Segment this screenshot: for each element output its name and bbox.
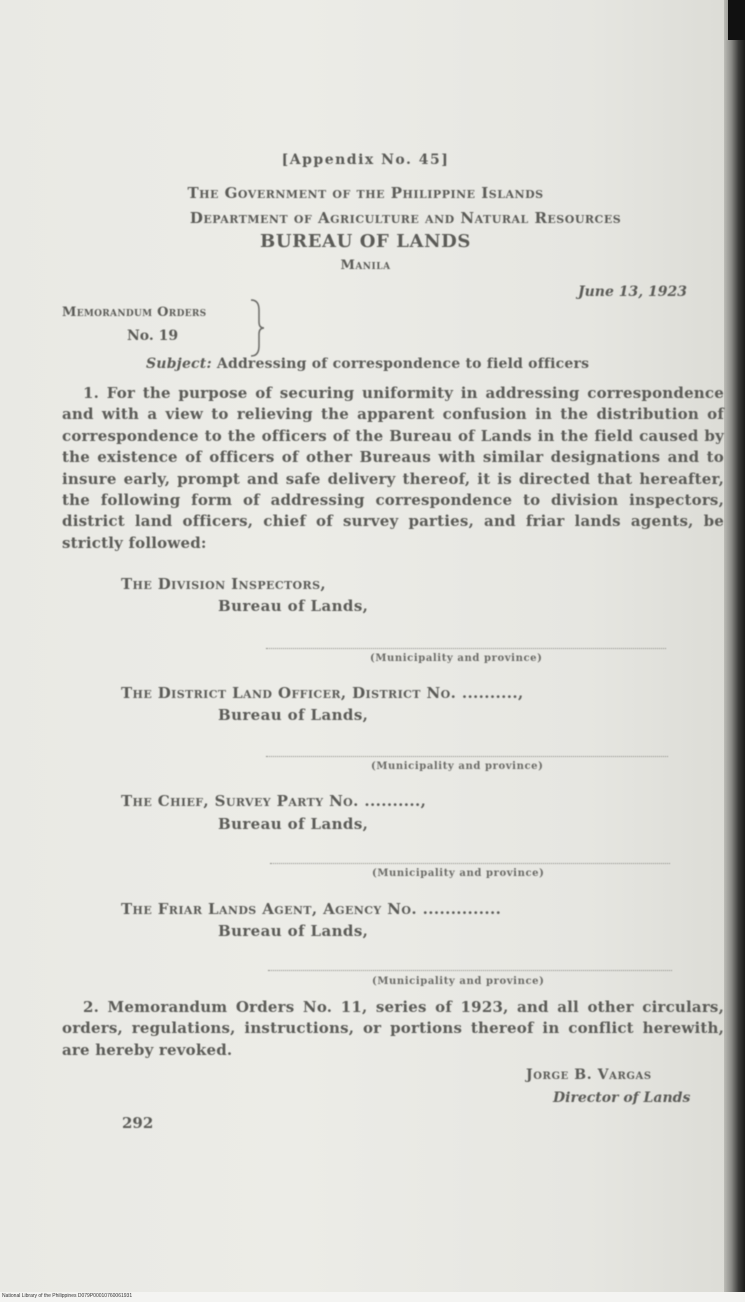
city-heading: Manila [340, 258, 391, 273]
bureau-heading: BUREAU OF LANDS [260, 231, 471, 252]
memo-label: Memorandum Orders [62, 305, 207, 320]
address-1-line2: Bureau of Lands, [218, 597, 369, 615]
government-heading: The Government of the Philippine Islands [187, 184, 544, 202]
address-3-line1: The Chief, Survey Party No. .........., [121, 792, 427, 810]
address-2-line2: Bureau of Lands, [218, 706, 369, 724]
address-1-dotline [266, 648, 666, 649]
address-3-caption: (Municipality and province) [372, 868, 545, 879]
signature-name: Jorge B. Vargas [526, 1067, 652, 1083]
brace-icon [248, 298, 266, 358]
address-1-line1: The Division Inspectors, [121, 575, 327, 593]
address-2-line1: The District Land Officer, District No. .........., [121, 684, 524, 702]
address-4-line1: The Friar Lands Agent, Agency No. .............. [121, 900, 502, 918]
address-4-caption: (Municipality and province) [372, 976, 545, 987]
subject-line [146, 356, 589, 372]
paragraph-1: 1. For the purpose of securing uniformity in addressing correspondence and with a view to relieving the apparent confusion in the distribution of correspondence to the officers of the Bureau of Lands in the field caused by the existence of officers of other Bureaus with similar designations and to insure early, prompt and safe delivery thereof, it is directed that hereafter, the following form of addressing correspondence to division inspectors, district land officers, chief of survey parties, and friar lands agents, be strictly followed: [62, 384, 724, 552]
address-4-line2: Bureau of Lands, [218, 922, 369, 940]
address-2-caption: (Municipality and province) [371, 761, 544, 772]
address-1-caption: (Municipality and province) [370, 653, 543, 664]
footer-credit: National Library of the Philippines D079P00010760061931 [2, 1293, 133, 1299]
memo-number: No. 19 [127, 328, 179, 344]
subject-label: Subject: [146, 356, 212, 372]
address-4-dotline [268, 970, 672, 971]
subject-text: Addressing of correspondence to field officers [216, 356, 590, 372]
appendix-heading: [Appendix No. 45] [281, 152, 450, 168]
address-3-dotline [270, 863, 670, 864]
address-2-dotline [266, 756, 668, 757]
department-heading: Department of Agriculture and Natural Resources [189, 209, 622, 227]
page-number: 292 [122, 1114, 154, 1132]
page-edge-corner [728, 0, 745, 40]
memo-date: June 13, 1923 [578, 284, 687, 300]
signature-title: Director of Lands [553, 1090, 691, 1106]
paragraph-2: 2. Memorandum Orders No. 11, series of 1923, and all other circulars, orders, regulations, instructions, or portions thereof in conflict herewith, are hereby revoked. [62, 998, 724, 1059]
address-3-line2: Bureau of Lands, [218, 815, 369, 833]
